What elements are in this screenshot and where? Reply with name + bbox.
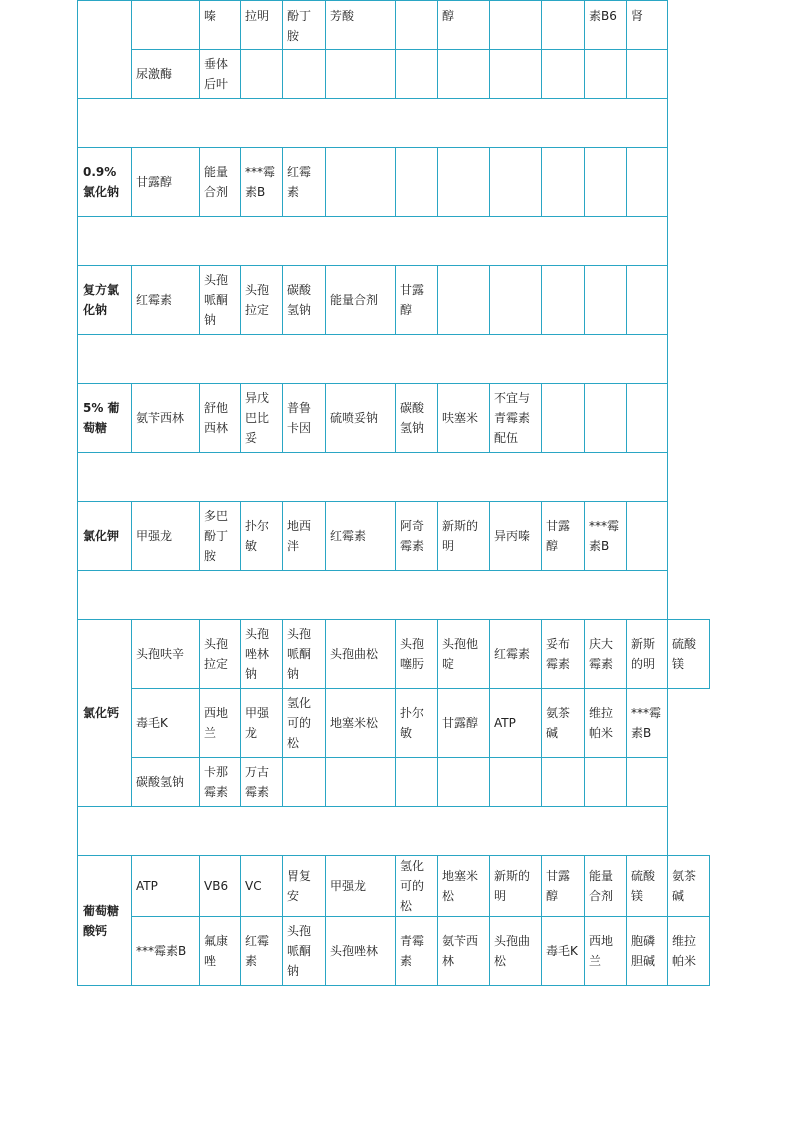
table-cell: 扑尔敏 <box>241 502 283 571</box>
table-cell: 红霉素 <box>283 148 326 217</box>
table-cell: 头孢他啶 <box>438 620 490 689</box>
table-cell <box>78 1 132 99</box>
table-cell <box>241 50 283 99</box>
table-cell <box>542 148 585 217</box>
table-row <box>78 502 710 571</box>
table-row <box>78 917 710 986</box>
table-cell <box>396 148 438 217</box>
table-cell <box>627 148 668 217</box>
table-cell: 素B6 <box>585 1 627 50</box>
table-cell: 头孢曲松 <box>490 917 542 986</box>
spacer-cell <box>78 99 668 148</box>
table-cell: ***霉素B <box>241 148 283 217</box>
table-cell: 甘露醇 <box>438 689 490 758</box>
spacer-cell <box>78 807 668 856</box>
table-cell <box>585 384 627 453</box>
table-cell: 甘露醇 <box>396 266 438 335</box>
table-cell <box>627 266 668 335</box>
table-cell <box>542 758 585 807</box>
table-cell: 地塞米松 <box>326 689 396 758</box>
table-cell: 头孢哌酮钠 <box>283 620 326 689</box>
table-row <box>78 689 710 758</box>
table-cell <box>627 50 668 99</box>
table-cell: 硫酸镁 <box>627 856 668 917</box>
table-cell: 舒他西林 <box>200 384 241 453</box>
table-cell: 能量合剂 <box>326 266 396 335</box>
table-cell: 新斯的明 <box>627 620 668 689</box>
table-cell <box>627 502 668 571</box>
table-cell: 毒毛K <box>542 917 585 986</box>
table-row <box>78 384 710 453</box>
table-cell: 芳酸 <box>326 1 396 50</box>
table-cell: 庆大霉素 <box>585 620 627 689</box>
table-cell: 胃复安 <box>283 856 326 917</box>
table-cell: 普鲁卡因 <box>283 384 326 453</box>
table-cell: 尿激酶 <box>132 50 200 99</box>
table-cell: ATP <box>490 689 542 758</box>
table-cell <box>585 148 627 217</box>
table-cell: 青霉素 <box>396 917 438 986</box>
table-cell: 红霉素 <box>132 266 200 335</box>
spacer-row <box>78 217 710 266</box>
table-cell: 醇 <box>438 1 490 50</box>
table-cell: 硫喷妥钠 <box>326 384 396 453</box>
table-cell <box>438 50 490 99</box>
group-header: 氯化钙 <box>78 620 132 807</box>
table-cell: 维拉帕米 <box>585 689 627 758</box>
table-cell <box>283 50 326 99</box>
table-cell: 阿奇霉素 <box>396 502 438 571</box>
table-cell: 异丙嗪 <box>490 502 542 571</box>
spacer-row <box>78 807 710 856</box>
table-cell: 红霉素 <box>241 917 283 986</box>
table-cell: VC <box>241 856 283 917</box>
table-cell: 能量合剂 <box>200 148 241 217</box>
table-cell: ***霉素B <box>132 917 200 986</box>
table-cell: 氟康唑 <box>200 917 241 986</box>
spacer-cell <box>78 335 668 384</box>
table-cell <box>490 266 542 335</box>
table-cell: 甲强龙 <box>241 689 283 758</box>
table-row <box>78 1 710 50</box>
table-cell: 头孢拉定 <box>241 266 283 335</box>
spacer-row <box>78 99 710 148</box>
table-cell: 氨苄西林 <box>438 917 490 986</box>
table-cell <box>396 1 438 50</box>
table-cell <box>438 148 490 217</box>
spacer-row <box>78 453 710 502</box>
table-cell <box>490 50 542 99</box>
table-cell: 呋塞米 <box>438 384 490 453</box>
table-row <box>78 266 710 335</box>
table-cell: 甘露醇 <box>132 148 200 217</box>
table-cell: 异戊巴比妥 <box>241 384 283 453</box>
table-cell: ***霉素B <box>585 502 627 571</box>
group-header: 葡萄糖酸钙 <box>78 856 132 986</box>
table-cell: 氢化可的松 <box>283 689 326 758</box>
table-cell: 地塞米松 <box>438 856 490 917</box>
table-cell <box>326 50 396 99</box>
table-cell: 碳酸氢钠 <box>132 758 200 807</box>
spacer-cell <box>78 571 668 620</box>
table-cell <box>542 1 585 50</box>
group-header: 复方氯化钠 <box>78 266 132 335</box>
table-cell <box>585 50 627 99</box>
table-cell: 扑尔敏 <box>396 689 438 758</box>
table-cell: 西地兰 <box>200 689 241 758</box>
table-cell <box>438 266 490 335</box>
table-cell: 头孢曲松 <box>326 620 396 689</box>
table-cell: 头孢唑林 <box>326 917 396 986</box>
table-cell: 酚丁胺 <box>283 1 326 50</box>
spacer-row <box>78 571 710 620</box>
table-cell <box>326 758 396 807</box>
table-cell: 头孢哌酮钠 <box>283 917 326 986</box>
table-cell <box>585 266 627 335</box>
table-cell: 氨茶碱 <box>542 689 585 758</box>
table-cell <box>542 384 585 453</box>
table-cell: 新斯的明 <box>438 502 490 571</box>
table-cell <box>490 148 542 217</box>
table-cell: 嗪 <box>200 1 241 50</box>
table-cell: 卡那霉素 <box>200 758 241 807</box>
group-header: 5% 葡萄糖 <box>78 384 132 453</box>
table-cell: 红霉素 <box>326 502 396 571</box>
table-cell: 胞磷胆碱 <box>627 917 668 986</box>
table-cell <box>283 758 326 807</box>
spacer-row <box>78 335 710 384</box>
table-row <box>78 758 710 807</box>
table-cell <box>542 266 585 335</box>
spacer-cell <box>78 217 668 266</box>
table-cell: 肾 <box>627 1 668 50</box>
table-row <box>78 148 710 217</box>
table-cell: 氢化可的松 <box>396 856 438 917</box>
table-cell: 甘露醇 <box>542 856 585 917</box>
table-cell: ATP <box>132 856 200 917</box>
spacer-cell <box>78 453 668 502</box>
table-cell: 拉明 <box>241 1 283 50</box>
table-cell: 氨茶碱 <box>668 856 710 917</box>
table-cell: 新斯的明 <box>490 856 542 917</box>
table-cell: 硫酸镁 <box>668 620 710 689</box>
table-cell: 甲强龙 <box>132 502 200 571</box>
table-cell: 多巴酚丁胺 <box>200 502 241 571</box>
table-cell: 头孢哌酮钠 <box>200 266 241 335</box>
compatibility-table <box>77 0 710 986</box>
table-cell: 头孢呋辛 <box>132 620 200 689</box>
table-cell: 氨苄西林 <box>132 384 200 453</box>
table-cell <box>490 758 542 807</box>
table-cell <box>396 758 438 807</box>
table-cell: 甘露醇 <box>542 502 585 571</box>
table-cell: 维拉帕米 <box>668 917 710 986</box>
table-cell: 万古霉素 <box>241 758 283 807</box>
table-cell <box>627 758 668 807</box>
table-cell: VB6 <box>200 856 241 917</box>
table-cell <box>627 384 668 453</box>
table-cell: 碳酸氢钠 <box>283 266 326 335</box>
table-cell: 不宜与青霉素配伍 <box>490 384 542 453</box>
table-cell: 毒毛K <box>132 689 200 758</box>
table-row <box>78 856 710 917</box>
table-cell <box>438 758 490 807</box>
table-cell <box>585 758 627 807</box>
table-cell: 甲强龙 <box>326 856 396 917</box>
table-cell: 西地兰 <box>585 917 627 986</box>
group-header: 0.9%氯化钠 <box>78 148 132 217</box>
table-row <box>78 50 710 99</box>
table-cell: ***霉素B <box>627 689 668 758</box>
table-cell: 妥布霉素 <box>542 620 585 689</box>
table-cell: 能量合剂 <box>585 856 627 917</box>
table-cell: 碳酸氢钠 <box>396 384 438 453</box>
table-cell <box>326 148 396 217</box>
table-cell: 头孢唑林钠 <box>241 620 283 689</box>
table-cell: 垂体后叶 <box>200 50 241 99</box>
table-cell: 头孢噻肟 <box>396 620 438 689</box>
table-cell <box>132 1 200 50</box>
table-cell <box>542 50 585 99</box>
table-cell: 红霉素 <box>490 620 542 689</box>
group-header: 氯化钾 <box>78 502 132 571</box>
table-cell <box>396 50 438 99</box>
table-cell <box>490 1 542 50</box>
table-cell: 地西泮 <box>283 502 326 571</box>
table-row <box>78 620 710 689</box>
table-cell: 头孢拉定 <box>200 620 241 689</box>
